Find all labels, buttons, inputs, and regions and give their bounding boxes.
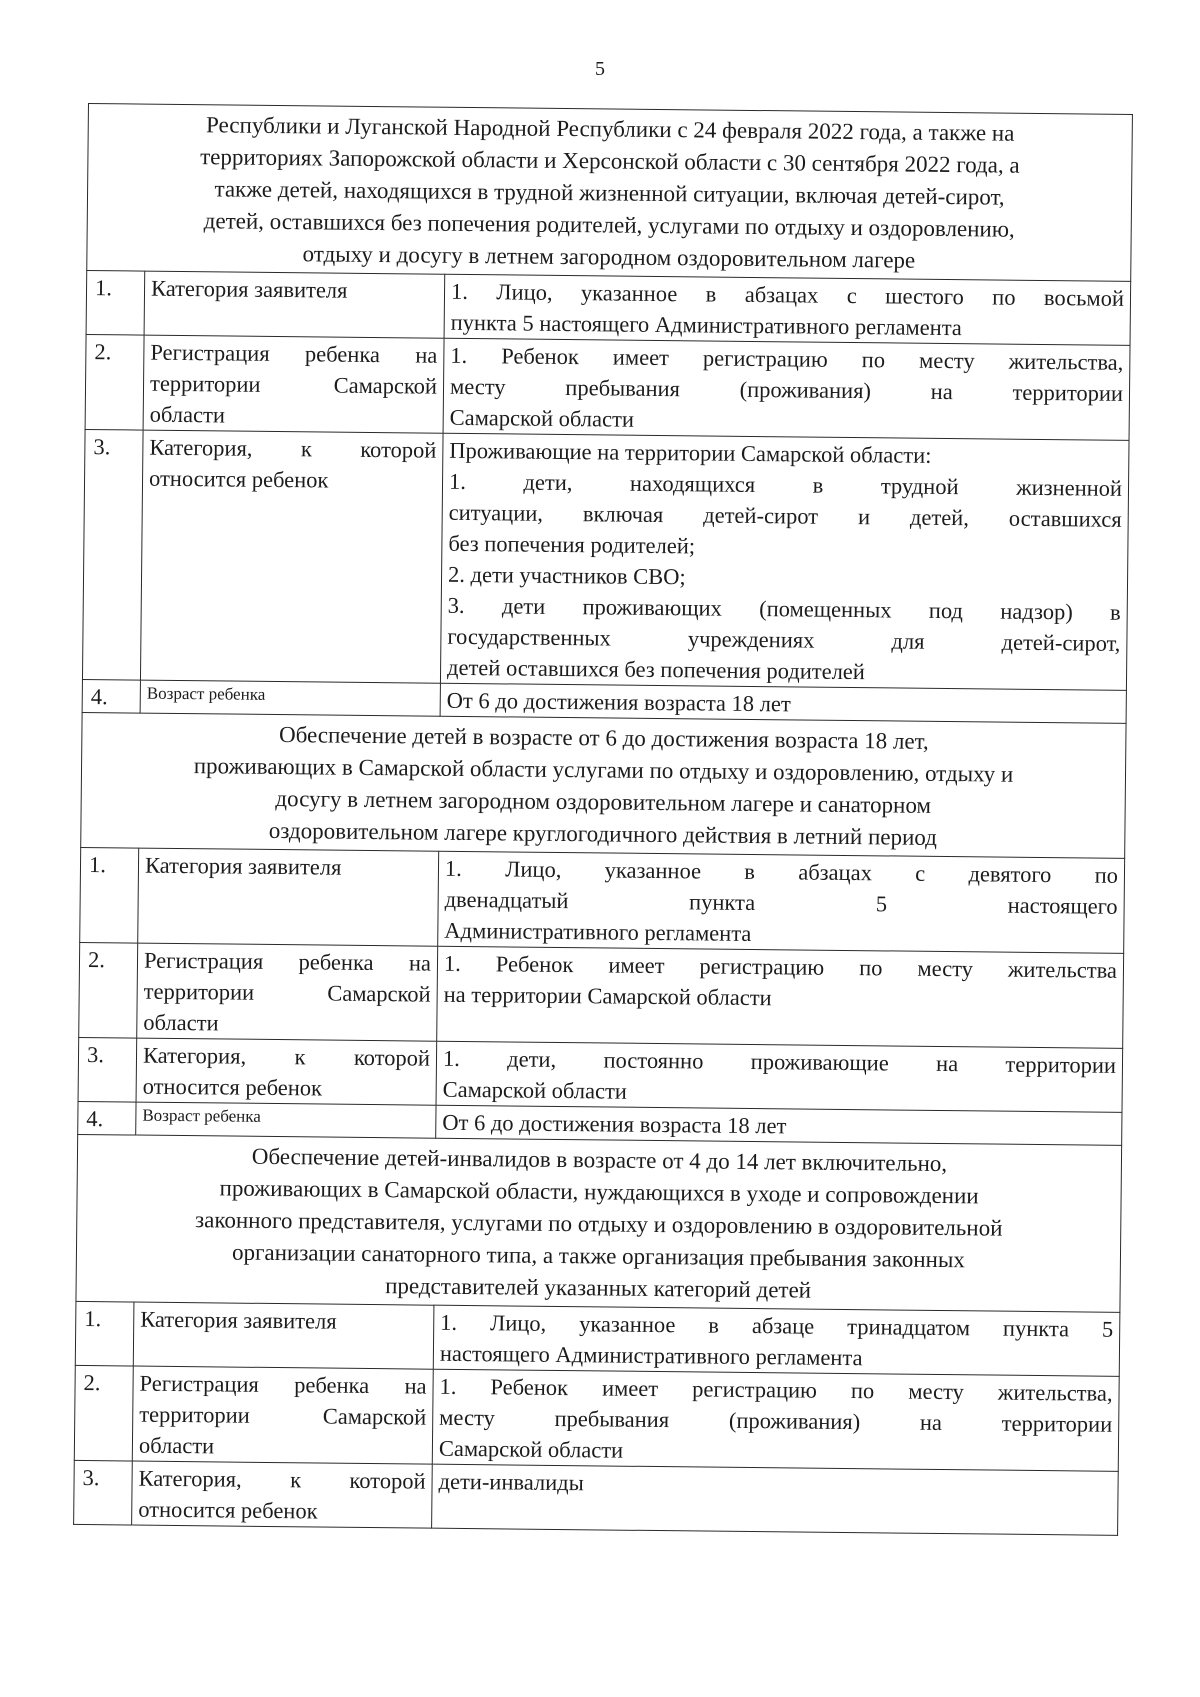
table-row	[78, 1037, 1123, 1112]
table-row	[74, 1365, 1119, 1471]
row-value-line: 1. Лицо, указанное в абзацах с шестого по восьмой	[450, 278, 1125, 311]
section-header-line: Республики и Луганской Народной Республики с 24 февраля 2022 года, а также на	[205, 112, 1015, 146]
row-label: Регистрация ребенка на территории Самарской области	[132, 1366, 433, 1464]
row-number: 3.	[78, 1037, 137, 1102]
table-row	[82, 429, 1129, 690]
row-label: Категория, к которой относится ребенок	[136, 1038, 437, 1105]
row-number: 1.	[75, 1301, 134, 1366]
row-value	[438, 851, 1125, 953]
row-label: Возраст ребенка	[136, 1102, 436, 1138]
row-value-line: 1. Лицо, указанное в абзацах с девятого по	[444, 855, 1119, 888]
section-header	[87, 104, 1133, 282]
row-value-line: двенадцатый пункта 5 настоящего	[444, 886, 1118, 919]
row-number: 1.	[86, 270, 145, 335]
row-value-line: Самарской области	[438, 1435, 624, 1463]
table-row	[75, 1301, 1120, 1376]
row-value-line: 1. Ребенок имеет регистрацию по месту жительства,	[450, 342, 1124, 375]
row-value-line: на территории Самарской области	[443, 981, 772, 1011]
row-value-line: От 6 до достижения возраста 18 лет	[446, 687, 791, 717]
row-number: 3.	[74, 1460, 133, 1525]
row-value-line: Самарской области	[442, 1076, 628, 1104]
row-value	[444, 274, 1131, 345]
section-header-row	[81, 712, 1126, 858]
row-value-line: настоящего Административного регламента	[439, 1340, 863, 1371]
section-header-line: Обеспечение детей в возрасте от 6 до достижения возраста 18 лет,	[278, 722, 929, 754]
row-value-line: Самарской области	[449, 404, 635, 432]
row-value-line: месту пребывания (проживания) на территории	[439, 1404, 1113, 1437]
row-value-line: пункта 5 настоящего Административного регламента	[450, 309, 962, 341]
row-label: Категория заявителя	[144, 271, 445, 338]
row-value-line: 1. Ребенок имеет регистрацию по месту жительства,	[439, 1373, 1113, 1406]
row-value	[443, 338, 1130, 440]
row-label: Регистрация ребенка на территории Самарской области	[137, 943, 438, 1041]
row-number: 1.	[80, 847, 139, 943]
row-value-line: месту пребывания (проживания) на территории	[449, 373, 1124, 406]
section-header-line: представителей указанных категорий детей	[385, 1273, 812, 1303]
section-header-line: отдыху и досугу в летнем загородном оздоровительном лагере	[302, 241, 916, 273]
row-number: 2.	[79, 942, 138, 1038]
section-header-row	[76, 1134, 1122, 1312]
row-value-line: 1. дети, находящихся в трудной жизненной	[448, 468, 1123, 501]
table-row	[79, 942, 1124, 1048]
row-label: Категория заявителя	[138, 848, 439, 946]
row-value-line: 2. дети участников СВО;	[447, 561, 686, 590]
section-header-line: организации санаторного типа, а также организация пребывания законных	[231, 1239, 966, 1273]
section-header-line: досугу в летнем загородном оздоровительном лагере и санаторном	[275, 786, 932, 818]
section-header-line: детей, оставшихся без попечения родителей, услугами по отдыху и оздоровлению,	[203, 208, 1015, 242]
row-value	[432, 1464, 1119, 1535]
row-value	[432, 1369, 1119, 1471]
section-header-line: территориях Запорожской области и Херсонской области с 30 сентября 2022 года, а	[200, 144, 1020, 178]
row-value-line: Административного регламента	[444, 917, 752, 946]
requirements-table	[73, 103, 1133, 1536]
row-number: 4.	[82, 679, 140, 713]
row-value	[437, 946, 1124, 1048]
row-value-line: 1. Ребенок имеет регистрацию по месту жительства	[443, 950, 1118, 983]
row-value-line: детей оставшихся без попечения родителей	[446, 654, 866, 685]
section-header-line: законного представителя, услугами по отдыху и оздоровлению в оздоровительной	[194, 1207, 1003, 1241]
table-row	[80, 847, 1125, 953]
row-value-line: 1. Лицо, указанное в абзаце тринадцатом пункта 5	[440, 1309, 1114, 1342]
row-value-line: От 6 до достижения возраста 18 лет	[442, 1109, 787, 1139]
row-number: 2.	[74, 1365, 133, 1461]
row-label: Возраст ребенка	[140, 680, 440, 716]
table-row	[74, 1460, 1119, 1535]
row-number: 3.	[82, 429, 143, 680]
row-value	[433, 1305, 1120, 1376]
section-header-line: проживающих в Самарской области, нуждающихся в уходе и сопровождении	[219, 1175, 979, 1209]
row-value-line: ситуации, включая детей-сирот и детей, оставшихся	[448, 499, 1122, 532]
section-header-row	[87, 104, 1133, 282]
row-number: 4.	[78, 1101, 136, 1135]
table-row	[86, 270, 1131, 345]
row-value-line: государственных учреждениях для детей-сирот,	[447, 623, 1121, 656]
row-label: Категория, к которой относится ребенок	[132, 1461, 433, 1528]
page-number: 5	[595, 58, 605, 80]
section-header-line: оздоровительном лагере круглогодичного действия в летний период	[268, 817, 938, 850]
section-header-line: Обеспечение детей-инвалидов в возрасте от 4 до 14 лет включительно,	[251, 1143, 948, 1177]
row-value-line: дети-инвалиды	[438, 1468, 584, 1496]
section-header-line: проживающих в Самарской области услугами по отдыху и оздоровлению, отдыху и	[193, 753, 1014, 787]
row-value-line: Проживающие на территории Самарской области:	[449, 437, 932, 468]
section-header-line: также детей, находящихся в трудной жизненной ситуации, включая детей-сирот,	[214, 176, 1005, 210]
row-value	[440, 433, 1129, 690]
row-value	[436, 1041, 1123, 1112]
row-label: Регистрация ребенка на территории Самарской области	[143, 335, 444, 433]
row-value-line: без попечения родителей;	[448, 530, 696, 559]
row-label: Категория, к которой относится ребенок	[140, 430, 443, 683]
section-header	[81, 712, 1126, 858]
table-row	[85, 334, 1130, 440]
row-number: 2.	[85, 334, 144, 430]
row-value-line: 3. дети проживающих (помещенных под надзор) в	[447, 592, 1121, 625]
row-value-line: 1. дети, постоянно проживающие на территории	[442, 1045, 1117, 1078]
section-header	[76, 1134, 1122, 1312]
row-label: Категория заявителя	[133, 1302, 434, 1369]
